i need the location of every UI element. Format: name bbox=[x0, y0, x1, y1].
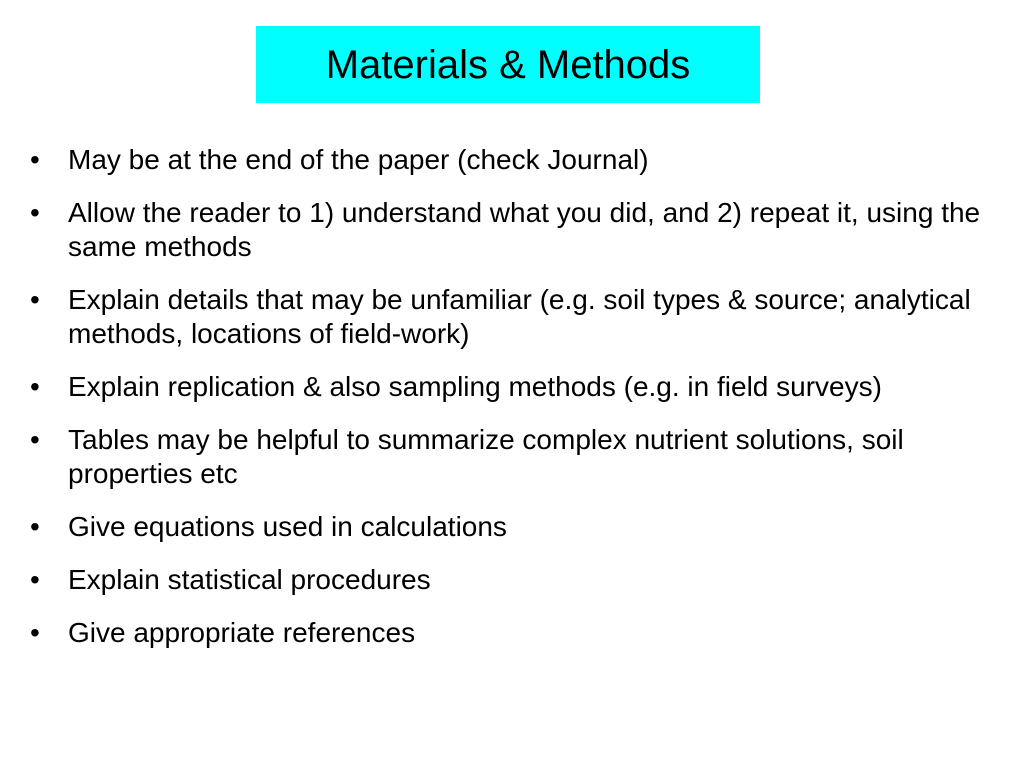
bullet-item bbox=[30, 423, 990, 491]
bullet-item bbox=[30, 616, 990, 650]
bullet-text: Explain statistical procedures bbox=[68, 564, 431, 595]
bullet-item bbox=[30, 283, 990, 351]
bullet-text: May be at the end of the paper (check Journal) bbox=[68, 144, 649, 175]
bullet-text: Give equations used in calculations bbox=[68, 511, 507, 542]
bullet-text: Explain replication & also sampling methods (e.g. in field surveys) bbox=[68, 371, 882, 402]
bullet-item bbox=[30, 143, 990, 177]
bullet-dot-icon: • bbox=[30, 424, 40, 455]
title-box bbox=[256, 26, 760, 103]
bullet-dot-icon: • bbox=[30, 617, 40, 648]
slide-title: Materials & Methods bbox=[325, 42, 691, 87]
bullet-dot-icon: • bbox=[30, 197, 40, 228]
bullet-item bbox=[30, 563, 990, 597]
bullet-item bbox=[30, 370, 990, 404]
bullet-dot-icon: • bbox=[30, 144, 40, 175]
bullet-item bbox=[30, 196, 990, 264]
bullet-text: Give appropriate references bbox=[68, 617, 416, 648]
bullet-dot-icon: • bbox=[30, 371, 40, 402]
bullet-list bbox=[30, 143, 990, 669]
bullet-dot-icon: • bbox=[30, 284, 40, 315]
bullet-text: Explain details that may be unfamiliar (e.g. soil types & source; analytical methods, locations of field-work) bbox=[68, 284, 971, 349]
bullet-dot-icon: • bbox=[30, 564, 40, 595]
bullet-text: Allow the reader to 1) understand what you did, and 2) repeat it, using the same methods bbox=[68, 197, 981, 262]
bullet-item bbox=[30, 510, 990, 544]
bullet-text: Tables may be helpful to summarize complex nutrient solutions, soil properties etc bbox=[68, 424, 904, 489]
bullet-dot-icon: • bbox=[30, 511, 40, 542]
